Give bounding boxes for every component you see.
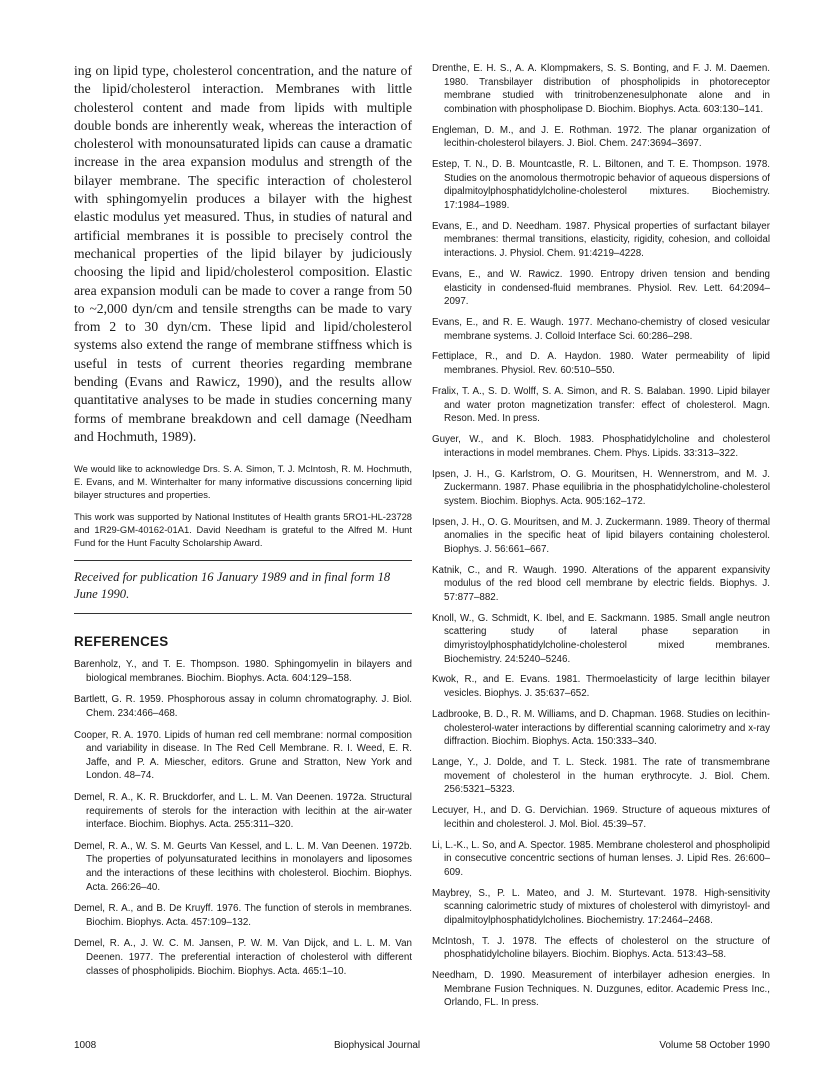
reference-item: McIntosh, T. J. 1978. The effects of cholesterol on the structure of phosphatidylcholine bilayers. Biochim. Biophys. Acta. 513:43–58. [432,935,770,961]
journal-name: Biophysical Journal [334,1040,421,1051]
reference-item: Engleman, D. M., and J. E. Rothman. 1972. The planar organization of lecithin-cholesterol bilayers. J. Biol. Chem. 247:3694–3697. [432,124,770,150]
left-column [74,62,412,986]
reference-list-right [432,62,770,1010]
reference-item: Demel, R. A., W. S. M. Geurts Van Kessel, and L. L. M. Van Deenen. 1972b. The properties of polyunsaturated lecithins in monolayers and liposomes and the interactions of these lecithins with cholesterol. Biochim. Biophys. Acta. 266:26–40. [74,840,412,893]
reference-item: Demel, R. A., and B. De Kruyff. 1976. The function of sterols in membranes. Biochim. Biophys. Acta. 457:109–132. [74,903,412,928]
reference-item: Katnik, C., and R. Waugh. 1990. Alterations of the apparent expansivity modulus of the red blood cell membrane by electric fields. Biophys. J. 57:877–882. [432,564,770,603]
page-number: 1008 [74,1040,97,1051]
reference-item: Drenthe, E. H. S., A. A. Klompmakers, S. S. Bonting, and F. J. M. Daemen. 1980. Transbilayer distribution of phospholipids in photoreceptor membrane studied with trinitrobenzenesulphonate alone and in combination with phospholipase D. Biochim. Biophys. Acta. 603:130–141. [432,63,770,115]
reference-item: Fettiplace, R., and D. A. Haydon. 1980. Water permeability of lipid membranes. Physiol. Rev. 60:510–550. [432,351,770,377]
acknowledgments-section [74,462,412,549]
right-column [432,62,770,1017]
reference-item: Lange, Y., J. Dolde, and T. L. Steck. 1981. The rate of transmembrane movement of cholesterol in the human erythrocyte. J. Biol. Chem. 256:5321–5323. [432,756,770,796]
reference-item: Evans, E., and R. E. Waugh. 1977. Mechano-chemistry of closed vesicular membrane systems. J. Colloid Interface Sci. 60:286–298. [432,316,770,342]
reference-item: Lecuyer, H., and D. G. Dervichian. 1969. Structure of aqueous mixtures of lecithin and cholesterol. J. Mol. Biol. 45:39–57. [432,805,770,830]
reference-item: Bartlett, G. R. 1959. Phosphorous assay in column chromatography. J. Biol. Chem. 234:466–468. [74,694,412,720]
received-date: Received for publication 16 January 1989 and in final form 18 June 1990. [74,570,391,601]
funding-text: This work was supported by National Institutes of Health grants 5RO1-HL-23728 and 1R29-GM-40162-01A1. David Needham is grateful to the Alfred M. Hunt Fund for the Hunt Faculty Scholarship Award. [74,511,412,549]
reference-item: Estep, T. N., D. B. Mountcastle, R. L. Biltonen, and T. E. Thompson. 1978. Studies on the anomolous thermotropic behavior of aqueous dispersions of dipalmitoylphosphatidylcholine-cholesterol mixtures. Biochemistry. 17:1984–1989. [432,159,770,211]
volume-info: Volume 58 October 1990 [659,1040,770,1051]
reference-item: Ipsen, J. H., O. G. Mouritsen, and M. J. Zuckermann. 1989. Theory of thermal anomalies in the specific heat of lipid bilayers containing cholesterol. Biophys. J. 56:661–667. [432,516,770,555]
reference-item: Needham, D. 1990. Measurement of interbilayer adhesion energies. In Membrane Fusion Techniques. N. Duzgunes, editor. Academic Press Inc., Orlando, FL. In press. [432,970,770,1009]
reference-item: Ipsen, J. H., G. Karlstrom, O. G. Mouritsen, H. Wennerstrom, and M. J. Zuckermann. 1987. Phase equilibria in the phosphatidylcholine-cholesterol system. Biochim. Biophys. Acta. 905:162–172. [432,468,770,507]
page-footer [74,1040,770,1054]
reference-item: Maybrey, S., P. L. Mateo, and J. M. Sturtevant. 1978. High-sensitivity scanning calorimetric study of mixtures of cholesterol with dimyristoyl- and dipalmitoylphosphatidylcholines. Biochemistry. 17:2464–2468. [432,887,770,926]
reference-item: Demel, R. A., K. R. Bruckdorfer, and L. L. M. Van Deenen. 1972a. Structural requirements of sterols for the interaction with lecithin at the air-water interface. Biochim. Biophys. Acta. 255:311–320. [74,791,412,831]
reference-item: Kwok, R., and E. Evans. 1981. Thermoelasticity of large lecithin bilayer vesicles. Biophys. J. 35:637–652. [432,674,770,700]
body-paragraph: ing on lipid type, cholesterol concentration, and the nature of the lipid/cholesterol interaction. Membranes with little cholesterol content and made from lipids with multiple double bonds are inherently weak, whereas the interaction of cholesterol with monounsaturated lipids can cause a dramatic increase in the area expansion modulus and strength of the bilayer membrane. The specific interaction of cholesterol with sphingomyelin produces a bilayer with the highest elastic modulus yet measured. Thus, in studies of natural and artificial membranes it is possible to precisely control the mechanical properties of the lipid bilayer by judiciously choosing the lipid and lipid/cholesterol composition. Elastic area expansion moduli can be made to cover a range from 50 to ~2,000 dyn/cm and tensile strengths can be made to vary from 2 to 30 dyn/cm. These lipid and lipid/cholesterol systems also extend the range of membrane stiffness which is useful in tests of current theories regarding membrane bending (Evans and Rawicz, 1990), and the results allow quantitative analyses to be made in studies concerning many forms of membrane breakdown and cell damage (Needham and Hochmuth, 1989). [74,63,412,444]
reference-item: Evans, E., and D. Needham. 1987. Physical properties of surfactant bilayer membranes: thermal transitions, elasticity, rigidity, cohesion, and colloidal interactions. J. Physiol. Chem. 91:4219–4228. [432,220,770,260]
reference-item: Evans, E., and W. Rawicz. 1990. Entropy driven tension and bending elasticity in condensed-fluid membranes. Physiol. Rev. Lett. 64:2094–2097. [432,268,770,308]
section-divider [74,560,412,561]
reference-item: Cooper, R. A. 1970. Lipids of human red cell membrane: normal composition and variability in disease. In The Red Cell Membrane. R. I. Weed, E. R. Jaffe, and P. A. Miescher, editors. Grune and Stratton, New York and London. 48–74. [74,729,412,782]
acknowledgment-text: We would like to acknowledge Drs. S. A. Simon, T. J. McIntosh, R. M. Hochmuth, E. Evans, and M. Winterhalter for many informative discussions concerning lipid bilayer structures and properties. [74,463,412,501]
references-heading: REFERENCES [74,634,169,650]
section-divider [74,613,412,614]
reference-item: Fralix, T. A., S. D. Wolff, S. A. Simon, and R. S. Balaban. 1990. Lipid bilayer and water proton magnetization transfer: effect of cholesterol. Magn. Reson. Med. In press. [432,385,770,425]
reference-item: Ladbrooke, B. D., R. M. Williams, and D. Chapman. 1968. Studies on lecithin-cholesterol-water interactions by differential scanning calorimetry and x-ray diffraction. Biochim. Biophys. Acta. 150:333–340. [432,708,770,748]
reference-item: Li, L.-K., L. So, and A. Spector. 1985. Membrane cholesterol and phospholipid in consecutive concentric sections of human lenses. J. Lipid Res. 26:600–609. [432,839,770,878]
reference-list-left [74,658,412,978]
reference-item: Guyer, W., and K. Bloch. 1983. Phosphatidylcholine and cholesterol interactions in model membranes. Chem. Phys. Lipids. 33:313–322. [432,434,770,459]
reference-item: Demel, R. A., J. W. C. M. Jansen, P. W. M. Van Dijck, and L. L. M. Van Deenen. 1977. The preferential interaction of cholesterol with different classes of phospholipids. Biochim. Biophys. Acta. 465:1–10. [74,938,412,977]
reference-item: Knoll, W., G. Schmidt, K. Ibel, and E. Sackmann. 1985. Small angle neutron scattering study of lateral phase separation in dimyristoylphosphatidylcholine-cholesterol mixed membranes. Biochemistry. 24:5240–5246. [432,612,770,665]
reference-item: Barenholz, Y., and T. E. Thompson. 1980. Sphingomyelin in bilayers and biological membranes. Biochim. Biophys. Acta. 604:129–158. [74,659,412,684]
